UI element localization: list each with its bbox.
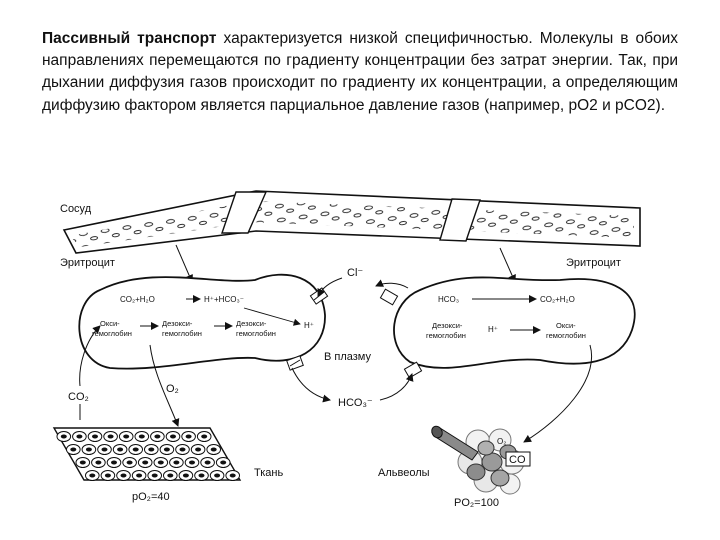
tissue-cell-nucleus — [95, 461, 101, 465]
tissue-cell-nucleus — [105, 474, 111, 478]
left-reaction-left: CO₂+H₂O — [120, 295, 155, 304]
right-deoxy-1: Дезокси- — [432, 321, 463, 330]
tissue-cell-nucleus — [108, 435, 114, 439]
tissue-cell-nucleus — [123, 435, 129, 439]
tissue-cell-nucleus — [136, 474, 142, 478]
tissue-cell-nucleus — [111, 461, 117, 465]
tissue-cell-nucleus — [167, 474, 173, 478]
tissue-cell-nucleus — [180, 448, 186, 452]
alveoli-label: Альвеолы — [378, 467, 430, 479]
left-h-ion: H⁺ — [304, 321, 314, 330]
tissue-cell-nucleus — [214, 474, 220, 478]
erythrocyte-left-label: Эритроцит — [60, 257, 115, 269]
tissue-cell-nucleus — [189, 461, 195, 465]
tissue-cell-nucleus — [201, 435, 207, 439]
membrane-channel-right-top — [380, 289, 397, 305]
right-reaction: CO₂+H₂O — [540, 295, 575, 304]
tissue-cell-nucleus — [102, 448, 108, 452]
bold-term: Пассивный транспорт — [42, 30, 217, 47]
tissue-cell-nucleus — [152, 474, 158, 478]
left-reaction-right: H⁺+HCO₃⁻ — [204, 295, 244, 304]
arrow-to-plasma — [292, 368, 330, 400]
left-deoxy1-2: гемоглобин — [162, 329, 202, 338]
po2-alveoli-label: PO₂=100 — [454, 497, 499, 509]
tissue-cell-nucleus — [183, 474, 189, 478]
tissue-block — [54, 428, 240, 481]
arrow-vessel-to-right-cell — [500, 248, 515, 282]
vessel-label: Сосуд — [60, 203, 92, 215]
tissue-cell-nucleus — [199, 474, 205, 478]
left-oxy-1: Окси- — [100, 319, 120, 328]
tissue-cell-nucleus — [164, 448, 170, 452]
right-erythrocyte — [394, 277, 635, 367]
tissue-cell-nucleus — [80, 461, 86, 465]
tissue-label: Ткань — [254, 467, 284, 479]
right-hco3: HCO₃ — [438, 295, 460, 304]
tissue-cell-nucleus — [89, 474, 95, 478]
tissue-cell-nucleus — [186, 435, 192, 439]
tissue-cell-nucleus — [117, 448, 123, 452]
arrow-hco3-in — [380, 374, 412, 400]
vessel — [64, 191, 640, 253]
tissue-cell-nucleus — [170, 435, 176, 439]
tissue-cell-nucleus — [61, 435, 67, 439]
arrow-chloride-out — [376, 283, 408, 288]
alveoli-o2-label: O₂ — [497, 437, 507, 446]
po2-tissue-label: pO₂=40 — [132, 491, 170, 503]
tissue-cell-nucleus — [86, 448, 92, 452]
tissue-cell-nucleus — [133, 448, 139, 452]
tissue-cell-nucleus — [195, 448, 201, 452]
tissue-cell-nucleus — [142, 461, 148, 465]
alveoli-co-label: CO — [509, 454, 526, 466]
left-deoxy2-2: гемоглобин — [236, 329, 276, 338]
tissue-cell-nucleus — [127, 461, 133, 465]
tissue-cell-nucleus — [173, 461, 179, 465]
o2-left-label: O₂ — [166, 383, 179, 395]
tissue-cell-nucleus — [220, 461, 226, 465]
arrow-vessel-to-left-cell — [176, 245, 192, 282]
co2-left-label: CO₂ — [68, 391, 89, 403]
tissue-cell-nucleus — [70, 448, 76, 452]
tissue-cell-nucleus — [158, 461, 164, 465]
chloride-label: Cl⁻ — [347, 267, 364, 279]
tissue-cell-nucleus — [76, 435, 82, 439]
erythrocyte-right-label: Эритроцит — [566, 257, 621, 269]
right-oxy-1: Окси- — [556, 321, 576, 330]
tissue-cell-nucleus — [154, 435, 160, 439]
right-oxy-2: гемоглобин — [546, 331, 586, 340]
tissue-cell-nucleus — [211, 448, 217, 452]
hco3-out-label: HCO₃⁻ — [338, 397, 373, 409]
tissue-cell-nucleus — [148, 448, 154, 452]
left-oxy-2: гемоглобин — [92, 329, 132, 338]
tissue-cell-nucleus — [92, 435, 98, 439]
tissue-cell-nucleus — [205, 461, 211, 465]
paragraph-text: характеризуется низкой специфичностью. Молекулы в обоих направлениях перемещаются по градиенту концентрации без затрат энергии. Так, при дыхании диффузия газов происходит по градиенту их концентрации, а определяющим диффузию фактором является парциальное давление газов (например, pO2 и pCO2). — [42, 30, 679, 114]
left-deoxy1-1: Дезокси- — [162, 319, 193, 328]
tissue-cell-nucleus — [230, 474, 236, 478]
tissue-cell-nucleus — [121, 474, 127, 478]
to-plasma-label: В плазму — [324, 351, 371, 363]
tissue-cell-nucleus — [139, 435, 145, 439]
right-deoxy-2: гемоглобин — [426, 331, 466, 340]
right-h-ion: H⁺ — [488, 325, 498, 334]
left-deoxy2-1: Дезокси- — [236, 319, 267, 328]
